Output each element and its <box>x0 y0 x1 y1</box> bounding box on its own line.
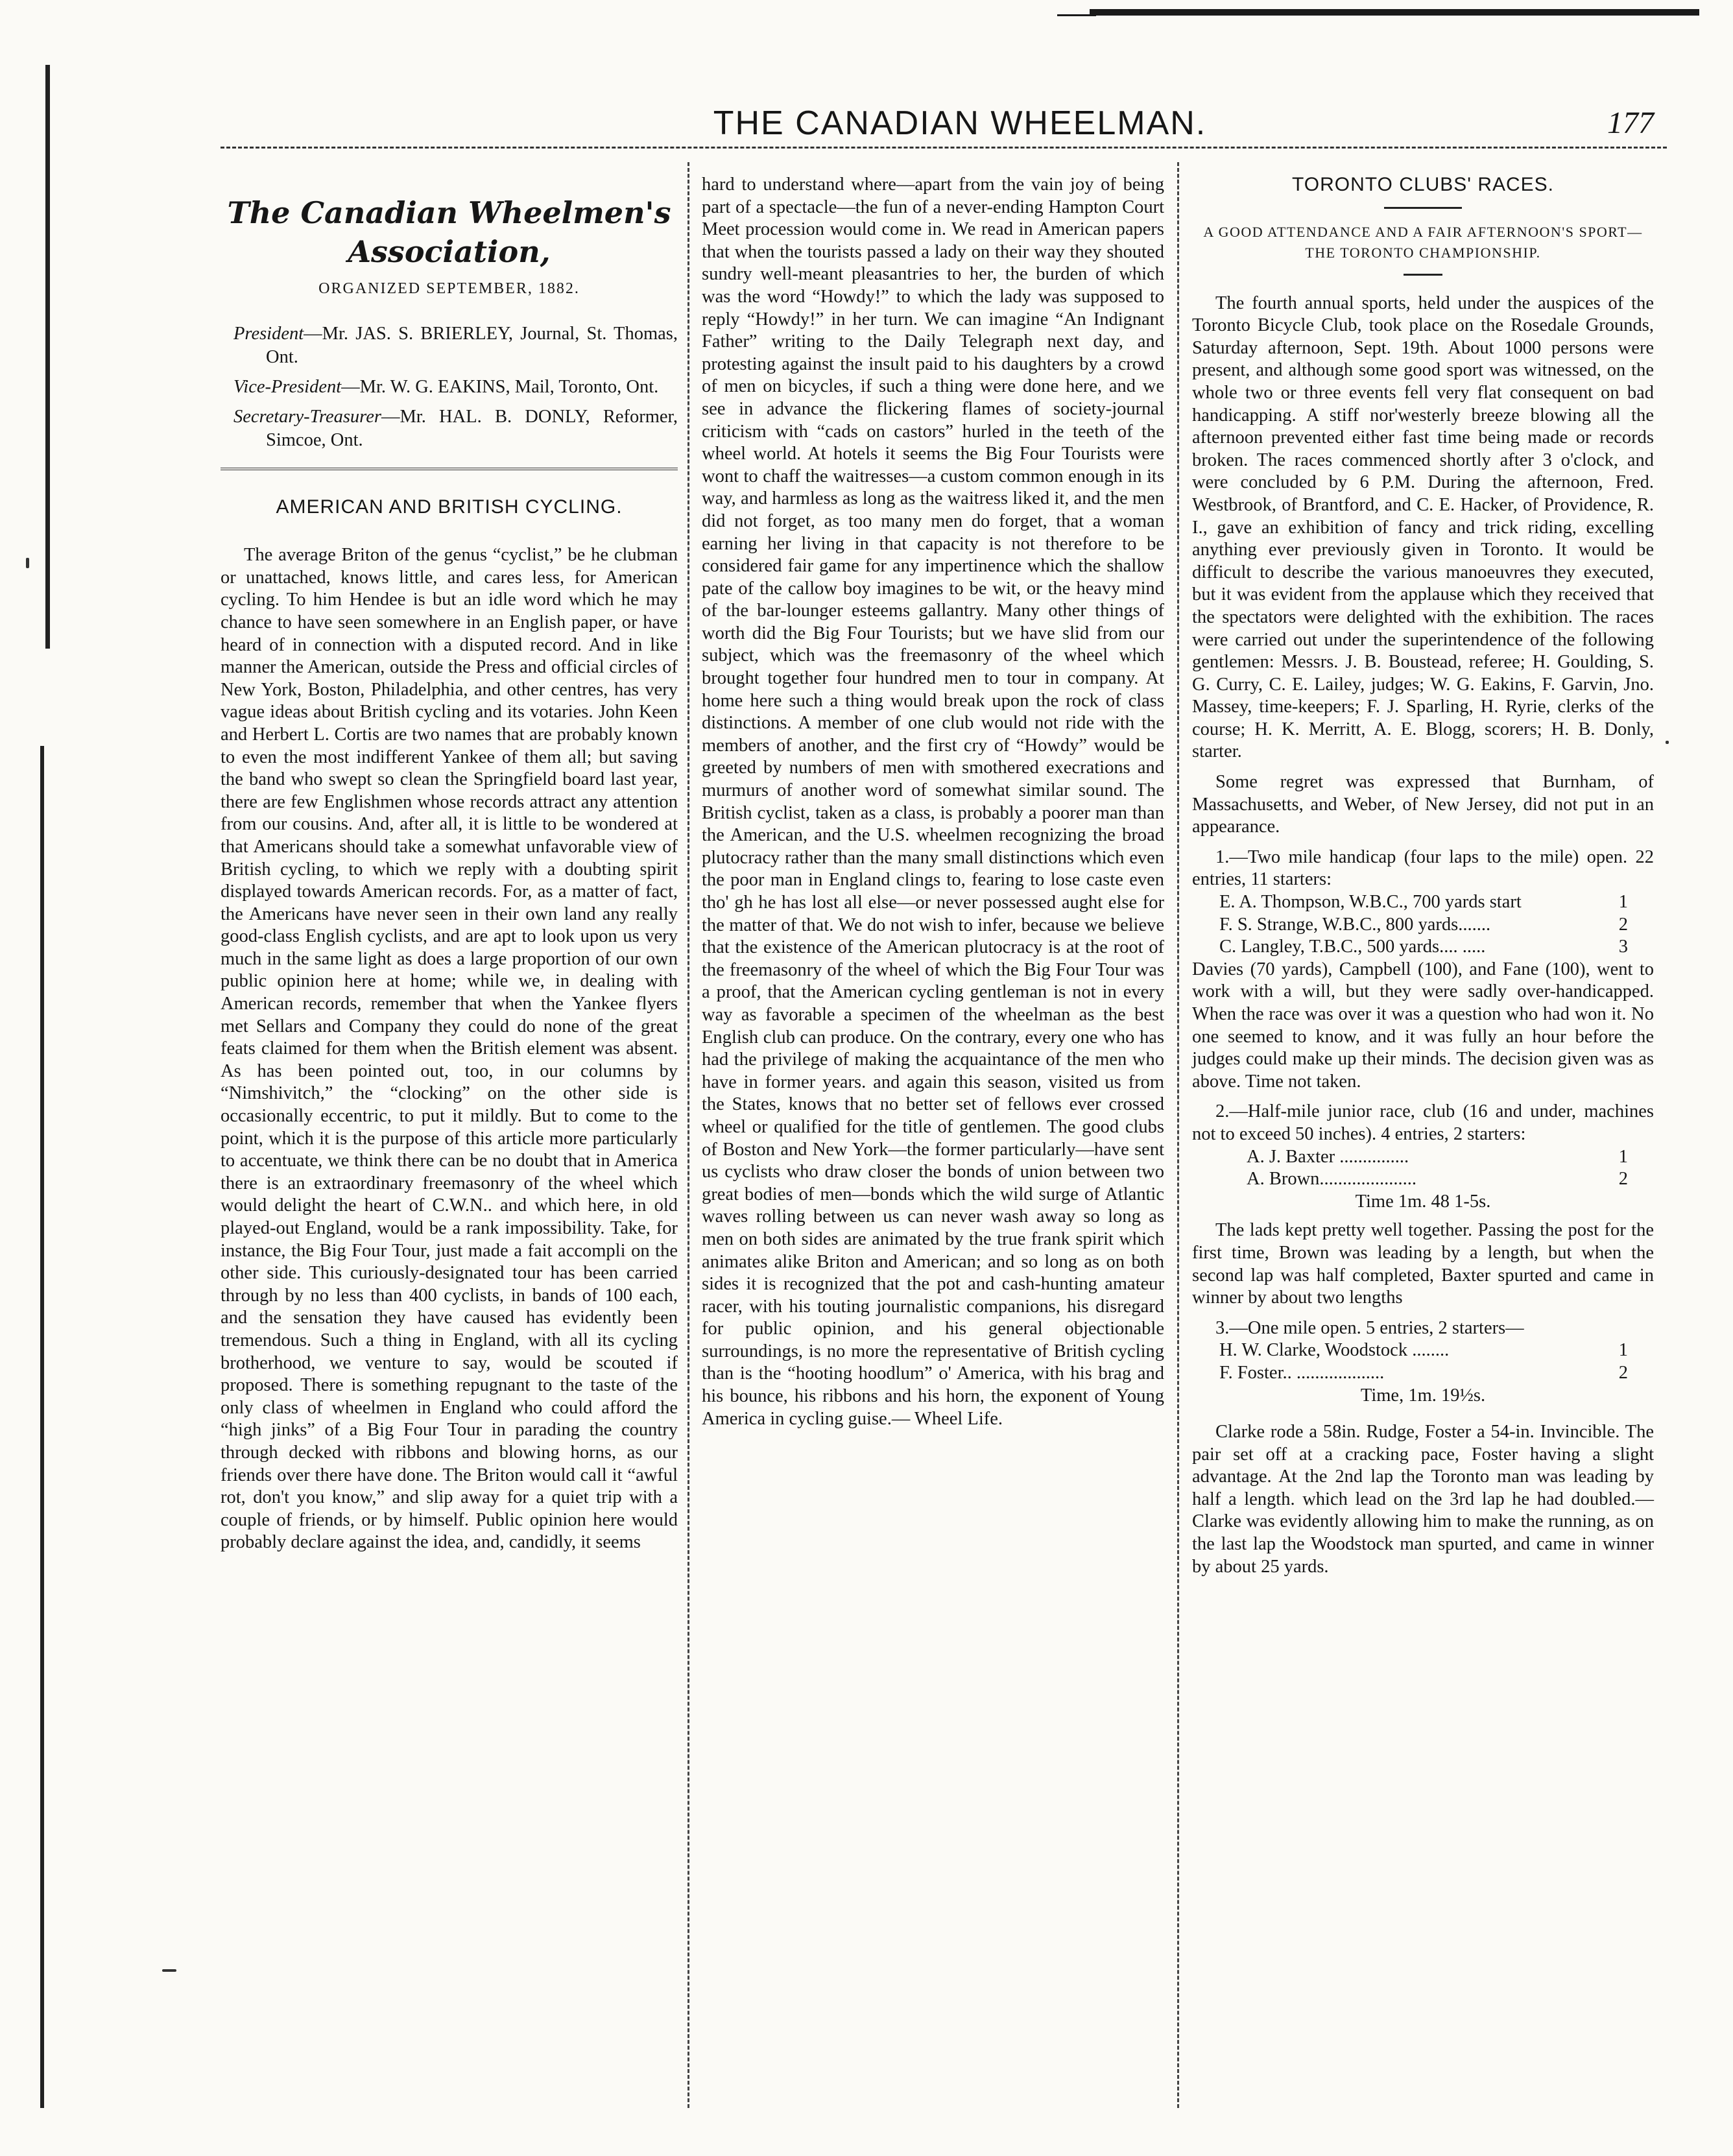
officer-role: Vice-President <box>233 376 342 397</box>
spacer <box>1192 763 1654 771</box>
section-rule <box>221 468 678 470</box>
race-result <box>1192 1146 1654 1169</box>
racer-place: 1 <box>1618 1340 1628 1361</box>
racer-name: H. W. Clarke, Woodstock ........ <box>1219 1340 1450 1361</box>
association-organized: ORGANIZED SEPTEMBER, 1882. <box>318 280 580 297</box>
race-result <box>1192 914 1654 937</box>
racer-name: E. A. Thompson, W.B.C., 700 yards start <box>1219 892 1522 913</box>
officer-text: —Mr. HAL. B. DONLY, Reformer, Simcoe, Ont. <box>266 406 678 450</box>
column-divider <box>687 162 689 2108</box>
racer-place: 2 <box>1618 1169 1628 1190</box>
racer-place: 1 <box>1618 892 1628 913</box>
spacer <box>1192 839 1654 846</box>
race-comment: The lads kept pretty well together. Passing the post for the first time, Brown was leading by a length, but when the second lap was half completed, Baxter spurted and came in winner by about two lengths <box>1192 1220 1654 1308</box>
page-header-title: THE CANADIAN WHEELMAN. <box>713 104 1207 142</box>
race-title: 3.—One mile open. 5 entries, 2 starters— <box>1215 1317 1524 1338</box>
racer-place: 2 <box>1618 914 1628 935</box>
racer-name: A. Brown..................... <box>1247 1169 1417 1190</box>
binding-shadow <box>45 65 50 649</box>
race-result <box>1192 1362 1654 1385</box>
article-paragraph: Some regret was expressed that Burnham, of Massachusetts, and Weber, of New Jersey, did not put in an appearance. <box>1192 772 1654 837</box>
race-result <box>1192 1168 1654 1191</box>
race-title: 1.—Two mile handicap (four laps to the mile) open. 22 entries, 11 starters: <box>1192 846 1654 890</box>
race-time: Time 1m. 48 1-5s. <box>1355 1191 1491 1212</box>
header-rule <box>221 147 1667 149</box>
binding-shadow <box>40 746 44 2108</box>
race-comment: Clarke rode a 58in. Rudge, Foster a 54-in. Invincible. The pair set off at a cracking pace, Foster having a slight advantage. At the 2nd lap the Toronto man was leading by half a length. which lead on the 3rd lap he had doubled.— Clarke was evidently allowing him to make the running, as on the last lap the Woodstock man spurted, and came in winner by about 25 yards. <box>1192 1422 1654 1577</box>
column-1 <box>221 174 678 1554</box>
officer-vice-president <box>221 376 678 399</box>
article-paragraph: The fourth annual sports, held under the auspices of the Toronto Bicycle Club, took place on the Rosedale Grounds, Saturday afternoon, Sept. 19th. About 1000 persons were present, and although some good sport was witnessed, on the whole two or three events fell very flat consequent on bad handicapping. A stiff nor'westerly breeze blowing all the afternoon prevented either fast time being made or records broken. The races commenced shortly after 3 o'clock, and were concluded by 6 P.M. During the afternoon, Fred. Westbrook, of Brantford, and C. E. Hacker, of Providence, R. I., gave an exhibition of fancy and trick riding, excelling anything ever previously given in Toronto. It would be difficult to describe the various manoeuvres they executed, but it was evident from the applause which they received that the spectators were delighted with the exhibition. The races were carried out under the superintendence of the following gentlemen: Messrs. J. B. Boustead, referee; H. Goulding, S. G. Curry, C. E. Lailey, judges; W. G. Eakins, F. Garvin, Jno. Massey, time-keepers; F. J. Sparling, H. Ryrie, clerks of the course; H. K. Merritt, A. E. Blogg, scorers; H. B. Donly, starter. <box>1192 293 1654 762</box>
racer-name: F. S. Strange, W.B.C., 800 yards....... <box>1219 914 1491 935</box>
association-title: The Canadian Wheelmen's Association, <box>227 195 671 269</box>
spacer <box>1192 1310 1654 1317</box>
officer-role: Secretary-Treasurer <box>233 406 381 427</box>
column-3 <box>1192 174 1654 1578</box>
officer-secretary-treasurer <box>221 405 678 452</box>
race-comment: Davies (70 yards), Campbell (100), and Fane (100), went to work with a will, but they were sadly over-handicapped. When the race was over it was a question who had won it. No one seemed to know, and it was fully an hour before the judges could make up their minds. The decision given was as above. Time not taken. <box>1192 959 1654 1092</box>
officer-role: President <box>233 323 304 344</box>
article-heading: AMERICAN AND BRITISH CYCLING. <box>276 496 623 518</box>
racer-place: 1 <box>1618 1146 1628 1167</box>
heading-rule <box>1404 274 1442 276</box>
officer-text: —Mr. JAS. S. BRIERLEY, Journal, St. Thomas, Ont. <box>266 323 678 367</box>
race-result <box>1192 1339 1654 1362</box>
racer-place: 2 <box>1618 1362 1628 1383</box>
race-title: 2.—Half-mile junior race, club (16 and under, machines not to exceed 50 inches). 4 entries, 2 starters: <box>1192 1101 1654 1144</box>
page-number: 177 <box>1607 106 1654 140</box>
racer-name: C. Langley, T.B.C., 500 yards.... ..... <box>1219 937 1486 957</box>
scan-speck <box>162 1969 176 1972</box>
top-edge-rule <box>1090 9 1699 16</box>
racer-name: F. Foster.. ................... <box>1219 1362 1385 1383</box>
spacer <box>1192 1413 1654 1421</box>
scan-speck <box>26 558 29 568</box>
racer-name: A. J. Baxter ............... <box>1247 1146 1409 1167</box>
race-result <box>1192 891 1654 914</box>
race-time: Time, 1m. 19½s. <box>1360 1385 1486 1406</box>
top-edge-rule-fragment <box>1057 14 1096 16</box>
article-heading: TORONTO CLUBS' RACES. <box>1291 174 1555 195</box>
racer-place: 3 <box>1618 937 1628 957</box>
officer-president <box>221 322 678 369</box>
spacer <box>1192 1093 1654 1101</box>
scan-speck <box>1666 741 1669 744</box>
column-2 <box>702 174 1164 1430</box>
article-paragraph: The average Briton of the genus “cyclist,” be he clubman or unattached, knows little, and cares less, for American cycling. To him Hendee is but an idle word which he may chance to have seen somewhere in an English paper, or have heard of in connection with a disputed record. And in like manner the American, outside the Press and official circles of New York, Boston, Philadelphia, and other centres, has very vague ideas about British cycling and its votaries. John Keen and Herbert L. Cortis are two names that are probably known to even the most indifferent Yankee of them all; but saving the band who swept so clean the Springfield board last year, there are few Englishmen whose records attract any attention from our cousins. And, after all, it is little to be wondered at that Americans should take a somewhat unfavorable view of British cycling, to which we reply with a doubting spirit displayed towards American records. For, as a matter of fact, the Americans have never seen in their own land any really good-class English cyclists, and are apt to look upon us very much in the same light as does a large proportion of our own public opinion here at home; while we, in dealing with American records, remember that when the Yankee flyers met Sellars and Company they could do none of the great feats claimed for them when the British element was absent. As has been pointed out, too, in our columns by “Nimshivitch,” the “clocking” on the other side is occasionally eccentric, to put it mildly. But to come to the point, which it is the purpose of this article more particularly to accentuate, we think there can be no doubt that in America there is an extraordinary freemasonry of the wheel which would delight the heart of C.W.N.. and which here, in old played-out England, would be a rank impossibility. Take, for instance, the Big Four Tour, just made a fait accompli on the other side. This curiously-designated tour has been carried through by no less than 400 cyclists, in bands of 100 each, and the sensation they have caused has evidently been tremendous. Such a thing in England, with all its cycling brotherhood, we venture to say, would be scouted if proposed. There is something repugnant to the taste of the only class of wheelmen in England who could afford the “high jinks” of a Big Four Tour in parading the country through decked with ribbons and blowing horns, as our friends over there have done. The Briton would call it “awful rot, don't you know,” and slip away for a quiet trip with a couple of friends, or by himself. Public opinion here would probably declare against the idea, and, candidly, it seems <box>221 545 678 1553</box>
article-subheading: A GOOD ATTENDANCE AND A FAIR AFTERNOON'S SPORT—THE TORONTO CHAMPIONSHIP. <box>1203 223 1643 261</box>
article-paragraph-continued: hard to understand where—apart from the vain joy of being part of a spectacle—the fun of a never-ending Hampton Court Meet procession would come in. We read in American papers that when the tourists passed a lady on their way they shouted sundry well-meant pleasantries to her, the burden of which was the word “Howdy!” to which the lady was supposed to reply “Howdy!” in her turn. We can imagine “An Indignant Father” writing to the Daily Telegraph next day, and protesting against the insult paid to his daughters by a crowd of men on bicycles, if such a thing were done here, and we see in advance the flickering flames of society-journal criticism with “cads on castors” hurled in the teeth of the wheel world. At hotels it seems the Big Four Tourists were wont to chaff the waitresses—a custom common enough in its way, and harmless as long as the waitress liked it, and the men did not forget, as too many men do forget, that a woman earning her living in that capacity is not therefore to be considered fair game for any impertinence which the shallow pate of the callow boy imagines to be wit, or the heavy mind of the bar-lounger esteems gallantry. Many other things of worth did the Big Four Tourists; but we have slid from our subject, which was the freemasonry of the wheel which brought together four hundred men to tour in company. At home here such a thing would break upon the rock of class distinctions. A member of one club would not ride with the members of another, and the first cry of “Howdy” would be greeted by numbers of men with smothered execrations and murmurs of another word of somewhat similar sound. The British cyclist, taken as a class, is probably a poorer man than the American, and the U.S. wheelmen recognizing the broad plutocracy rather than the many small distinctions which even the poor man in England clings to, fearing to lose caste even tho' gh he has lost all else—or never possessed aught else for the matter of that. We do not wish to infer, because we believe that the existence of the American plutocracy is at the root of the freemasonry of the wheel of which the Big Four Tour was a proof, that the American cycling gentleman is not in every way as favorable a specimen of the wheelman as the best English club can produce. On the contrary, every one who has had the privilege of making the acquaintance of the men who have in former years. and again this season, visited us from the States, knows that no better set of fellows ever crossed wheel or qualified for the title of gentlemen. The good clubs of Boston and New York—the former particularly—have sent us cyclists who draw closer the bonds of union between two great bodies of men—bonds which the wild surge of Atlantic waves rolling between us can never wash away so long as men on both sides are animated by the true frank spirit which animates alike Briton and American; and so long as on both sides it is recognized that the pot and cash-hunting amateur racer, with his touting journalistic companions, his disregard for public opinion, and his general objectionable surroundings, is no more the representative of British cycling than is the “hooting hoodlum” o' America, with his brag and his bounce, his ribbons and his horn, the exponent of Young America in cycling guise.— Wheel Life. <box>702 174 1164 1429</box>
officer-text: —Mr. W. G. EAKINS, Mail, Toronto, Ont. <box>341 376 659 397</box>
heading-rule <box>1384 207 1462 209</box>
column-divider <box>1177 162 1179 2108</box>
race-result <box>1192 936 1654 959</box>
